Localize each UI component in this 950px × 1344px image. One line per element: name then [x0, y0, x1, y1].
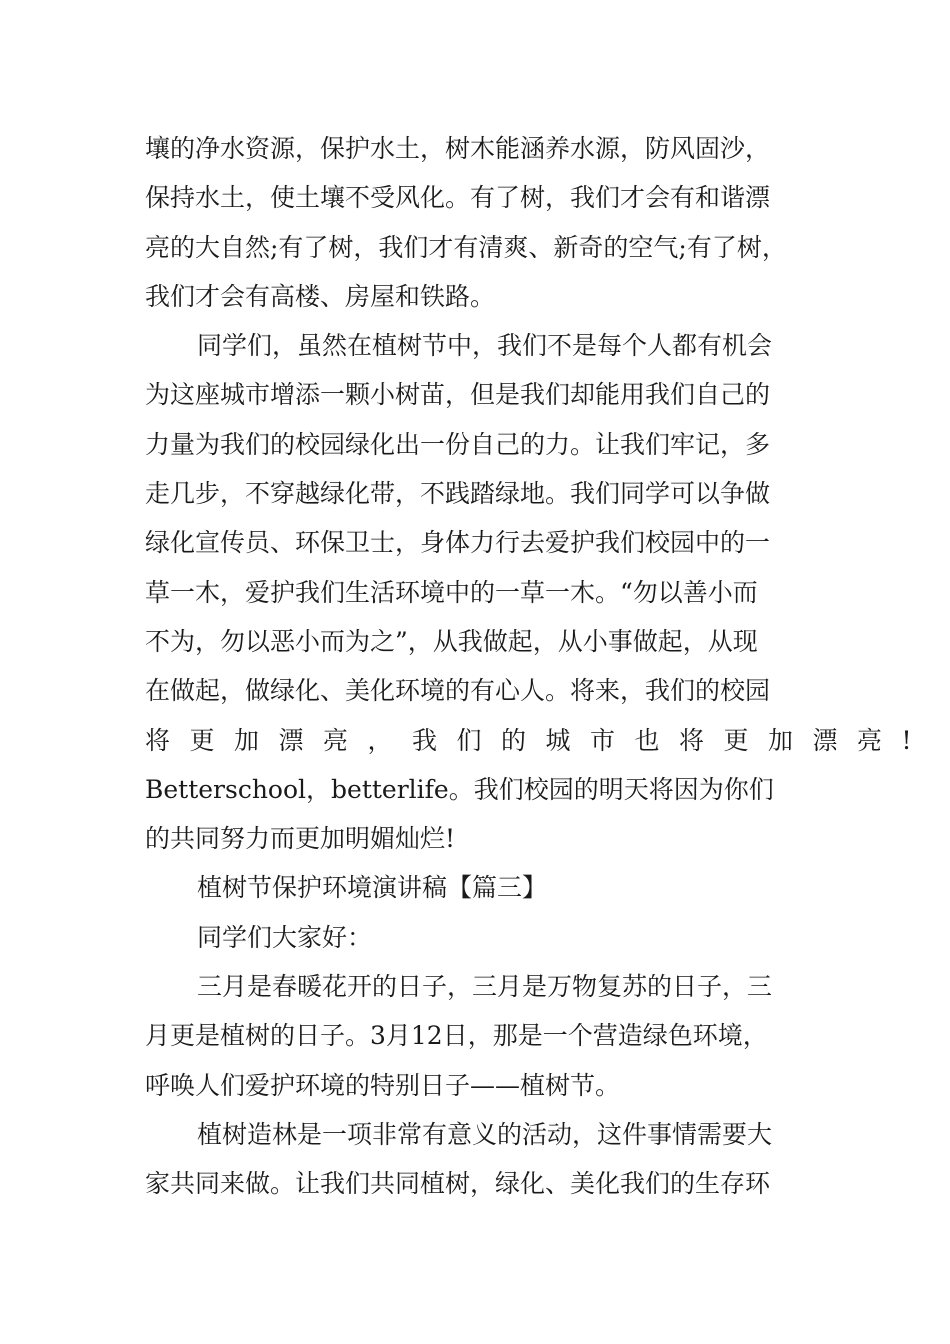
text-line: 呼唤人们爱护环境的特别日子——植树节。: [145, 1070, 621, 1100]
document-body: [145, 124, 932, 1209]
paragraph-start-line: 植树造林是一项非常有意义的活动，这件事情需要大: [197, 1119, 773, 1149]
text-line: 亮的大自然;有了树，我们才有清爽、新奇的空气;有了树，: [145, 232, 787, 262]
text-line: 草一木，爱护我们生活环境中的一草一木。“勿以善小而: [145, 577, 758, 607]
section-heading: 植树节保护环境演讲稿【篇三】: [197, 873, 548, 903]
text-line: 月更是植树的日子。3月12日，那是一个营造绿色环境，: [145, 1021, 768, 1051]
text-line: 绿化宣传员、环保卫士，身体力行去爱护我们校园中的一: [145, 528, 771, 558]
text-line: 在做起，做绿化、美化环境的有心人。将来，我们的校园: [145, 676, 771, 706]
text-line: 走几步，不穿越绿化带，不践踏绿地。我们同学可以争做: [145, 479, 771, 509]
text-line: 家共同来做。让我们共同植树，绿化、美化我们的生存环: [145, 1169, 771, 1199]
paragraph-start-line: 同学们，虽然在植树节中，我们不是每个人都有机会: [197, 331, 773, 361]
text-line: Betterschool，betterlife。我们校园的明天将因为你们: [145, 774, 774, 804]
text-line: 不为，勿以恶小而为之”，从我做起，从小事做起，从现: [145, 626, 758, 656]
text-line: 我们才会有高楼、房屋和铁路。: [145, 281, 496, 311]
text-line: 为这座城市增添一颗小树苗，但是我们却能用我们自己的: [145, 380, 771, 410]
text-line: 壤的净水资源，保护水土，树木能涵养水源，防风固沙，: [145, 134, 771, 163]
text-line: 保持水土，使土壤不受风化。有了树，我们才会有和谐漂: [145, 183, 771, 213]
justified-text-line: 将更加漂亮，我们的城市也将更加漂亮!: [145, 725, 932, 755]
text-line: 力量为我们的校园绿化出一份自己的力。让我们牢记，多: [145, 429, 771, 459]
paragraph-start-line: 三月是春暖花开的日子，三月是万物复苏的日子，三: [197, 972, 773, 1002]
greeting-line: 同学们大家好：: [197, 922, 373, 952]
text-line: 的共同努力而更加明媚灿烂!: [145, 824, 456, 854]
